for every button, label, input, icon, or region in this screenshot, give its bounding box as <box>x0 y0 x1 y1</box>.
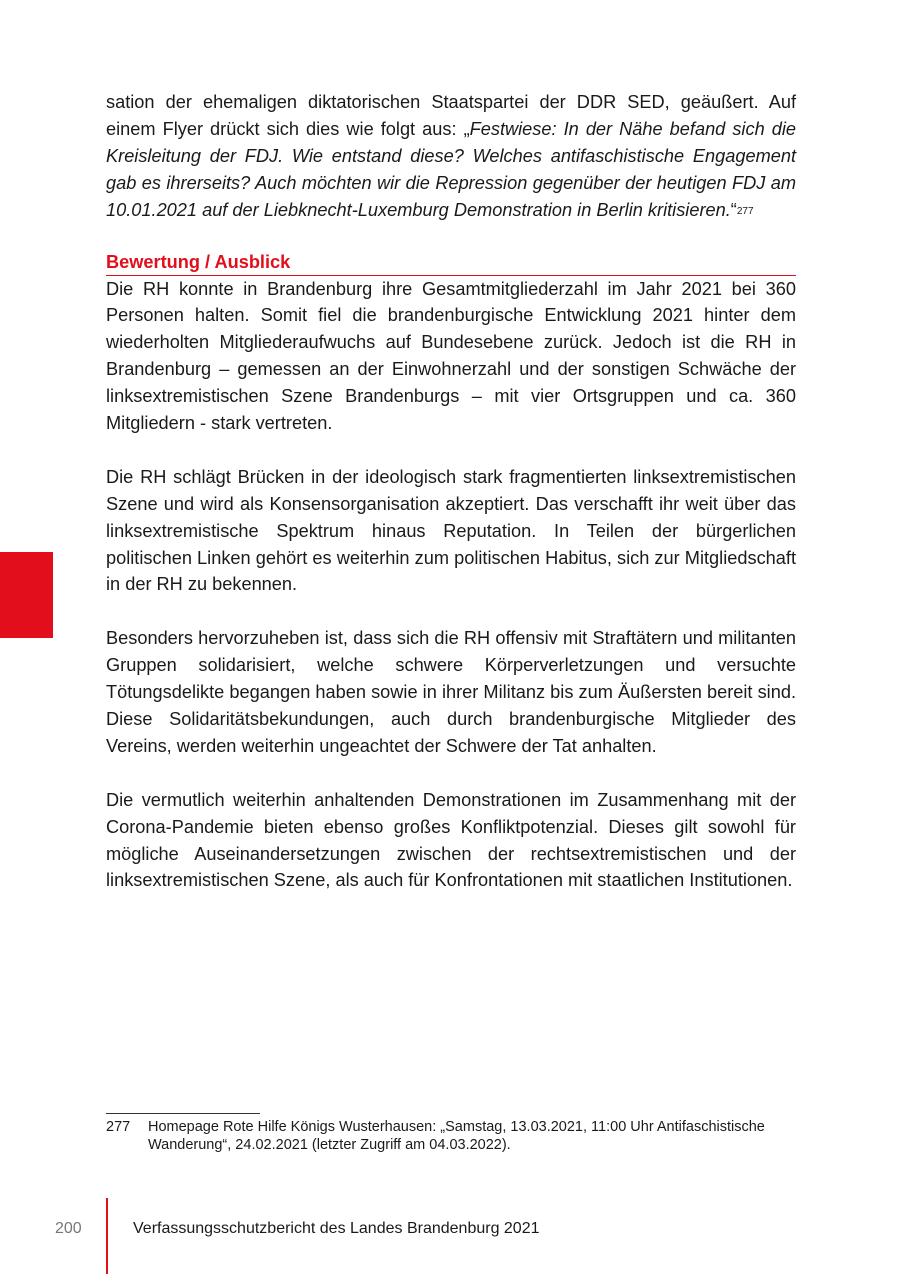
body-paragraph: Besonders hervorzuheben ist, dass sich die RH offensiv mit Straftätern und militanten Gruppen solidarisiert, welche schwere Körperverletzungen und versuchte Tötungsdelikte begangen haben sowie in ihrer Militanz bis zum Äußersten bereit sind. Diese Solidaritätsbekundungen, auch durch brandenburgische Mitglieder des Vereins, werden weiterhin ungeachtet der Schwere der Tat anhalten. <box>106 628 796 756</box>
section-heading-container <box>106 250 796 276</box>
intro-paragraph <box>106 89 796 224</box>
footnote-text: Homepage Rote Hilfe Königs Wusterhausen: „Samstag, 13.03.2021, 11:00 Uhr Antifaschistische Wanderung“, 24.02.2021 (letzter Zugriff am 04.03.2022). <box>148 1119 765 1153</box>
page-number: 200 <box>55 1220 82 1237</box>
footnote-reference[interactable]: 277 <box>736 205 754 217</box>
chapter-marker-tab <box>0 552 53 638</box>
body-paragraph: Die vermutlich weiterhin anhaltenden Demonstrationen im Zusammenhang mit der Corona-Pandemie bieten ebenso großes Konfliktpotenzial. Dieses gilt sowohl für mögliche Auseinandersetzungen zwischen der rechtsextremistischen und der linksextremistischen Szene, als auch für Konfrontationen mit staatlichen Institutionen. <box>106 789 796 891</box>
body-paragraph: Die RH konnte in Brandenburg ihre Gesamtmitgliederzahl im Jahr 2021 bei 360 Personen halten. Somit fiel die brandenburgische Entwicklung 2021 hinter dem wiederholten Mitgliederaufwuchs auf Bundesebene zurück. Jedoch ist die RH in Brandenburg – gemessen an der Einwohnerzahl und der sonstigen Schwäche der linksextremistischen Szene Brandenburgs – mit vier Ortsgruppen und ca. 360 Mitgliedern - stark vertreten. <box>106 278 796 434</box>
main-content <box>106 89 796 894</box>
flyer-quote: Festwiese: In der Nähe befand sich die Kreisleitung der FDJ. Wie entstand diese? Welches antifaschistische Engagement gab es ihrerseits? Auch möchten wir die Repression gegenüber der heutigen FDJ am 10.01.2021 auf der Liebknecht-Luxemburg Demonstration in Berlin kritisieren. <box>106 118 796 220</box>
footnote <box>106 1118 796 1154</box>
quote-close: “ <box>730 199 737 220</box>
footnote-number: 277 <box>106 1119 131 1135</box>
footer-divider <box>106 1198 108 1274</box>
section-body <box>106 276 796 895</box>
body-paragraph: Die RH schlägt Brücken in der ideologisch stark fragmentierten linksextremistischen Szene und wird als Konsensorganisation akzeptiert. Das verschafft ihr weit über das linksextremistische Spektrum hinaus Reputation. In Teilen der bürgerlichen politischen Linken gehört es weiterhin zum politischen Habitus, sich zur Mitgliedschaft in der RH zu bekennen. <box>106 466 796 595</box>
intro-text: sation der ehemaligen diktatorischen Staatspartei der DDR SED, geäußert. Auf einem Flyer drückt sich dies wie folgt aus: „ <box>106 92 796 139</box>
footnote-divider <box>106 1113 260 1114</box>
section-heading: Bewertung / Ausblick <box>106 251 291 272</box>
footer-title: Verfassungsschutzbericht des Landes Brandenburg 2021 <box>133 1220 540 1237</box>
